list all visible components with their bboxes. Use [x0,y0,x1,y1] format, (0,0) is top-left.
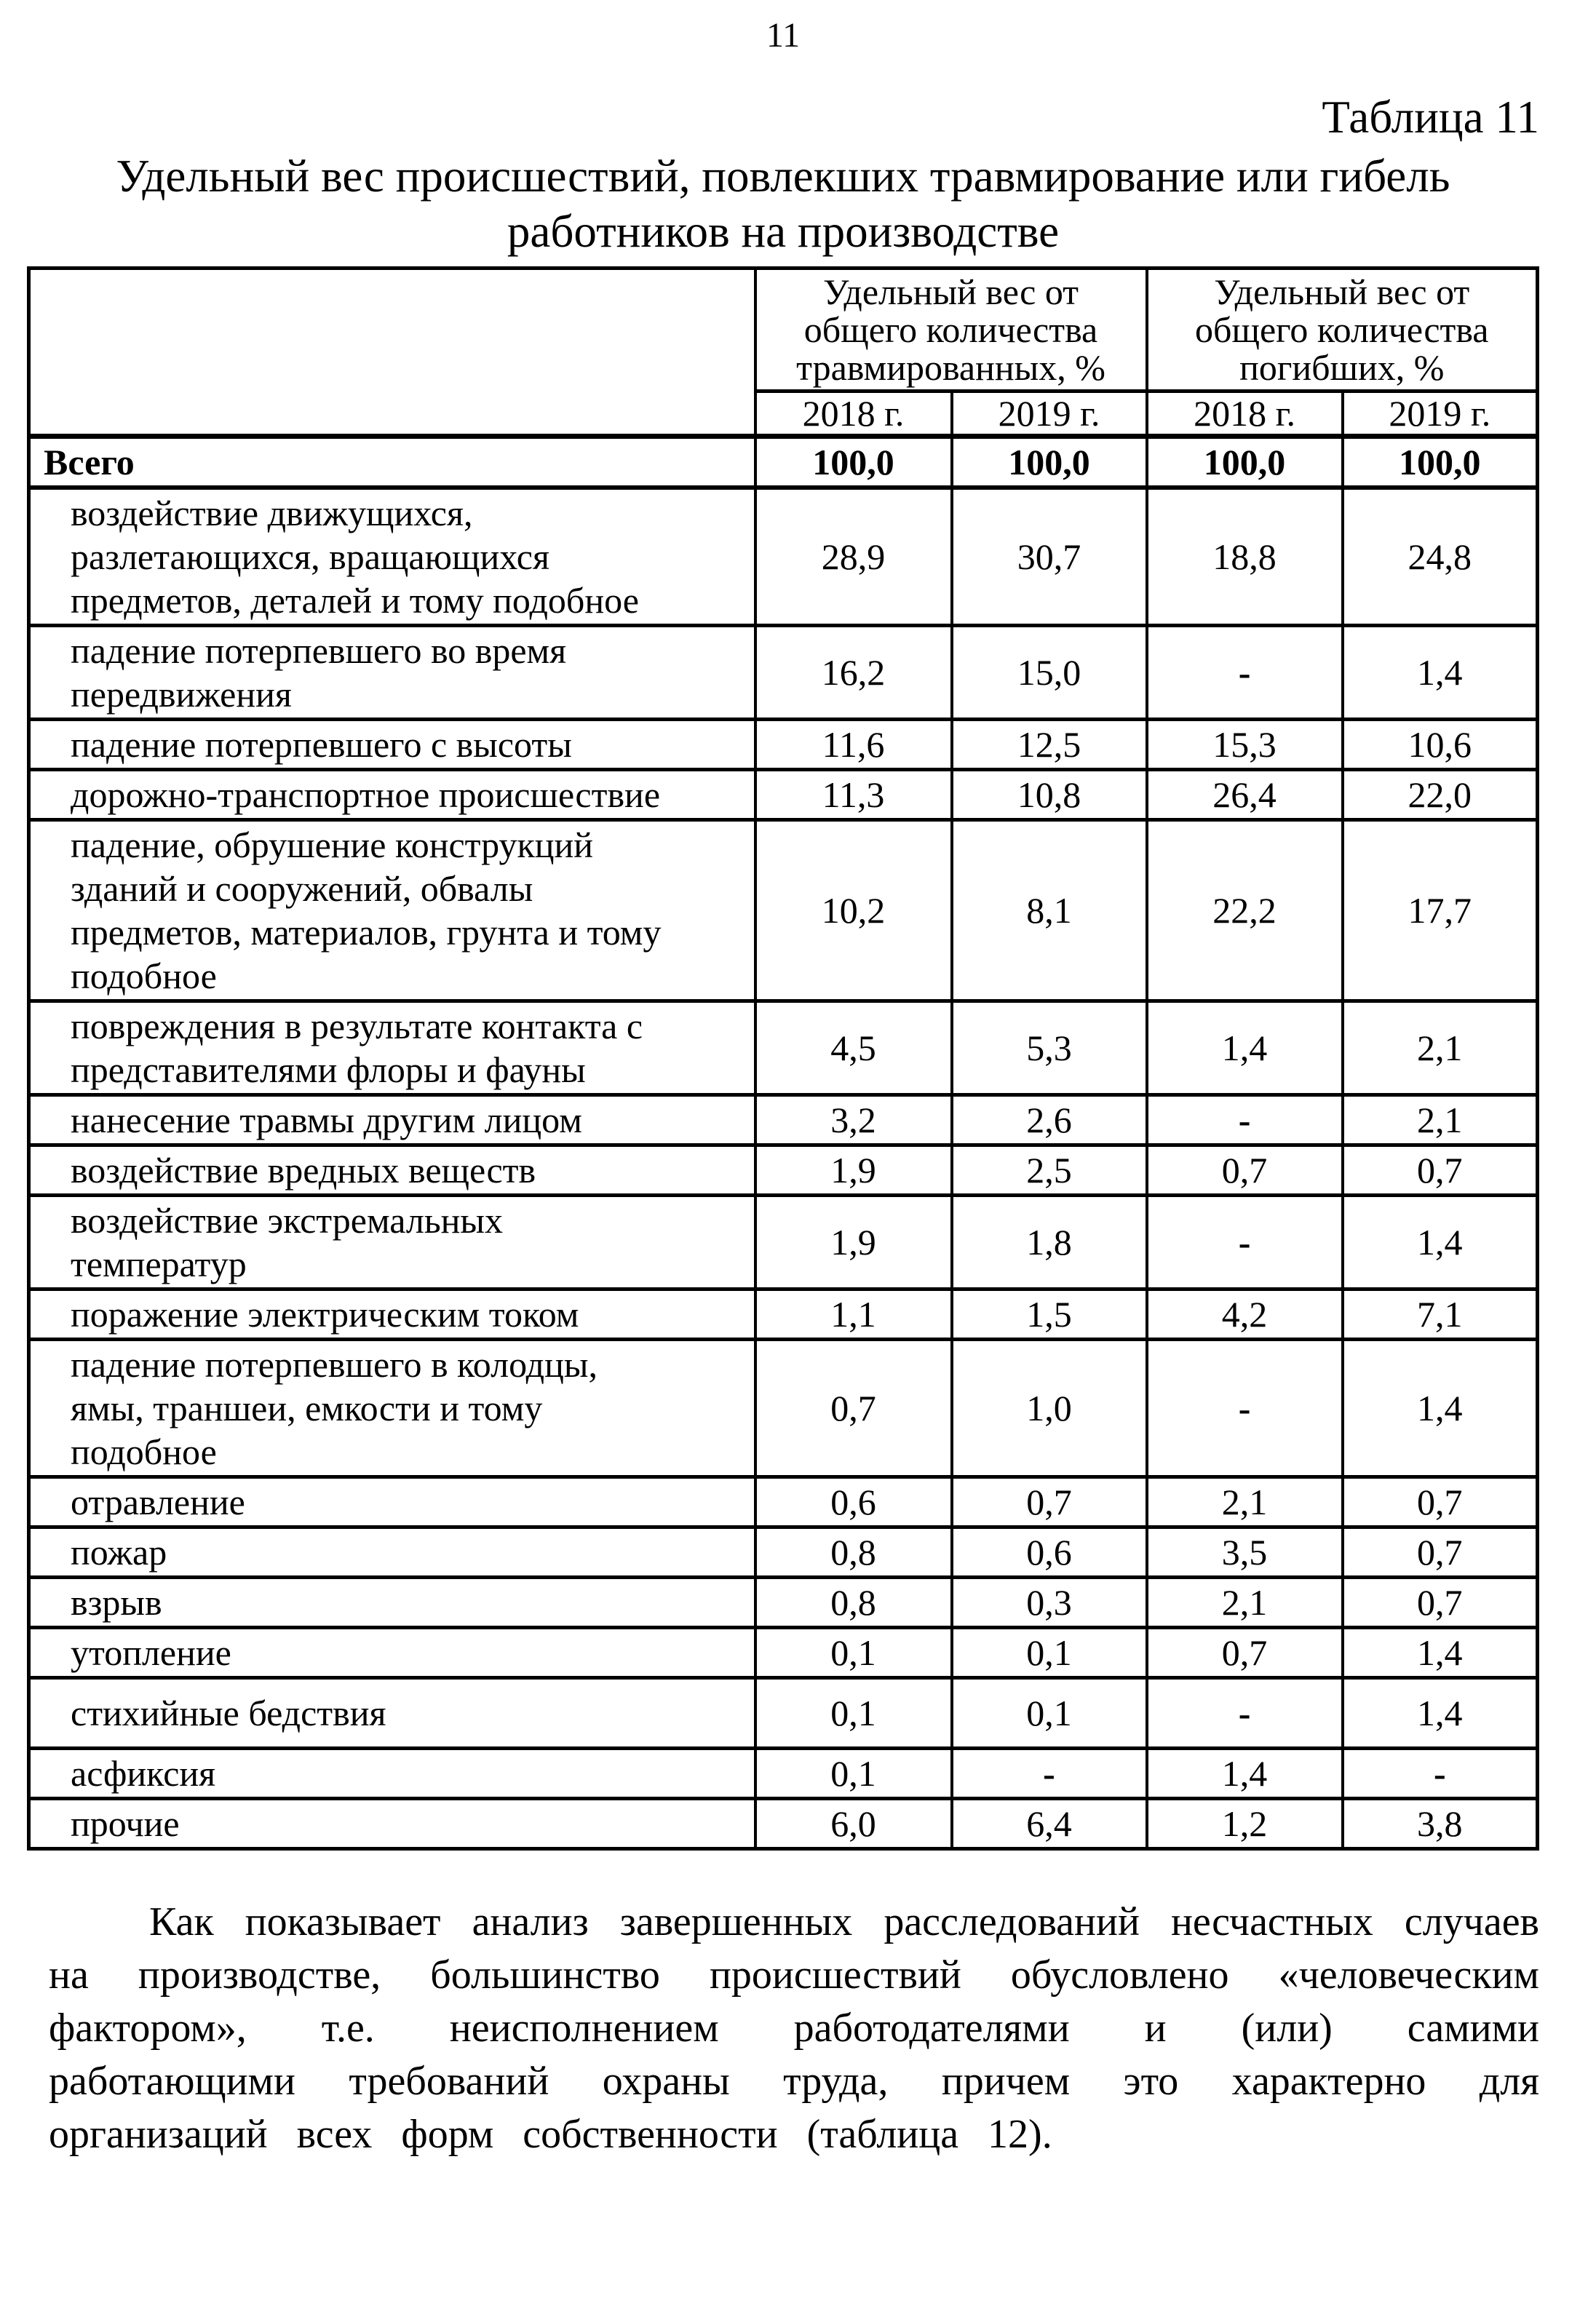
row-label: воздействие экстремальных температур [29,1196,755,1289]
cell-value: 17,7 [1343,820,1538,1001]
cell-value: 8,1 [952,820,1147,1001]
cell-value: 100,0 [1147,437,1343,488]
cell-value: 0,1 [755,1749,952,1799]
row-label: пожар [29,1527,755,1578]
cell-value: 100,0 [755,437,952,488]
table-title [27,149,1539,259]
cell-value: 1,4 [1343,1678,1538,1749]
table-row [29,1749,1538,1799]
cell-value: 0,7 [1147,1145,1343,1196]
page-number: 11 [766,16,801,55]
cell-value: 0,7 [1343,1477,1538,1527]
cell-value: 1,9 [755,1145,952,1196]
cell-value: 11,6 [755,720,952,770]
cell-value: 2,1 [1343,1095,1538,1145]
cell-value: 5,3 [952,1001,1147,1095]
cell-value: 0,1 [755,1678,952,1749]
cell-value: - [952,1749,1147,1799]
cell-value: 15,3 [1147,720,1343,770]
cell-value: 0,6 [952,1527,1147,1578]
header-year-injured-2018: 2018 г. [755,392,952,437]
cell-value: 1,4 [1147,1749,1343,1799]
row-label: дорожно-транспортное происшествие [29,770,755,820]
cell-value: 1,4 [1343,1628,1538,1678]
cell-value: 1,1 [755,1289,952,1340]
cell-value: - [1147,1340,1343,1477]
cell-value: 0,7 [755,1340,952,1477]
cell-value: 10,6 [1343,720,1538,770]
row-label: нанесение травмы другим лицом [29,1095,755,1145]
table-row [29,820,1538,1001]
cell-value: 1,4 [1343,1196,1538,1289]
table-title-line2: работников на производстве [507,205,1060,257]
body-paragraph: Как показывает анализ завершенных расследований несчастных случаев на производстве, большинство происшествий обусловлено «человеческим фактором», т.е. неисполнением работодателями и (или) самими работающими требований охраны труда, причем это характерно для организаций всех форм собственности (таблица 12). [49,1899,1539,2157]
table-row [29,1527,1538,1578]
cell-value: 6,0 [755,1799,952,1849]
row-label: падение потерпевшего с высоты [29,720,755,770]
cell-value: 2,1 [1147,1578,1343,1628]
table-row [29,1289,1538,1340]
cell-value: 22,2 [1147,820,1343,1001]
cell-value: 0,7 [1147,1628,1343,1678]
cell-value: 3,8 [1343,1799,1538,1849]
cell-value: - [1147,1196,1343,1289]
table-row [29,1001,1538,1095]
cell-value: - [1147,1678,1343,1749]
cell-value: 2,1 [1343,1001,1538,1095]
header-year-injured-2019: 2019 г. [952,392,1147,437]
table-row [29,1477,1538,1527]
cell-value: 0,8 [755,1527,952,1578]
cell-value: 30,7 [952,488,1147,626]
cell-value: 10,8 [952,770,1147,820]
cell-value: - [1343,1749,1538,1799]
table-row [29,1799,1538,1849]
cell-value: 18,8 [1147,488,1343,626]
table-row [29,1145,1538,1196]
cell-value: - [1147,1095,1343,1145]
row-label: взрыв [29,1578,755,1628]
table-title-line1: Удельный вес происшествий, повлекших травмирование или гибель [116,151,1450,202]
cell-value: 1,5 [952,1289,1147,1340]
cell-value: 3,5 [1147,1527,1343,1578]
row-label: Всего [29,437,755,488]
table-row [29,1678,1538,1749]
cell-value: 2,5 [952,1145,1147,1196]
row-label: воздействие вредных веществ [29,1145,755,1196]
cell-value: 4,5 [755,1001,952,1095]
cell-value: 24,8 [1343,488,1538,626]
cell-value: 1,9 [755,1196,952,1289]
cell-value: 0,7 [1343,1578,1538,1628]
cell-value: 0,7 [1343,1527,1538,1578]
cell-value: 0,7 [1343,1145,1538,1196]
cell-value: 26,4 [1147,770,1343,820]
cell-value: 10,2 [755,820,952,1001]
cell-value: 7,1 [1343,1289,1538,1340]
table-row [29,1196,1538,1289]
row-label: асфиксия [29,1749,755,1799]
cell-value: 16,2 [755,626,952,720]
cell-value: 1,4 [1343,626,1538,720]
cell-value: 0,1 [952,1628,1147,1678]
cell-value: 2,6 [952,1095,1147,1145]
cell-value: 12,5 [952,720,1147,770]
table-row [29,488,1538,626]
row-label: падение потерпевшего во время передвижения [29,626,755,720]
cell-value: 1,4 [1343,1340,1538,1477]
header-group-row [29,269,1538,392]
cell-value: 0,8 [755,1578,952,1628]
cell-value: 15,0 [952,626,1147,720]
row-label: падение, обрушение конструкций зданий и сооружений, обвалы предметов, материалов, грунта и тому подобное [29,820,755,1001]
header-year-deceased-2019: 2019 г. [1343,392,1538,437]
table-row [29,770,1538,820]
row-label: утопление [29,1628,755,1678]
table-row [29,1340,1538,1477]
cell-value: 0,1 [755,1628,952,1678]
table-row [29,626,1538,720]
cell-value: - [1147,626,1343,720]
table-row [29,1578,1538,1628]
cell-value: 1,2 [1147,1799,1343,1849]
header-year-deceased-2018: 2018 г. [1147,392,1343,437]
row-label: стихийные бедствия [29,1678,755,1749]
cell-value: 1,4 [1147,1001,1343,1095]
row-label: отравление [29,1477,755,1527]
cell-value: 0,1 [952,1678,1147,1749]
cell-value: 1,8 [952,1196,1147,1289]
cell-value: 100,0 [952,437,1147,488]
cell-value: 11,3 [755,770,952,820]
cell-value: 100,0 [1343,437,1538,488]
table-row [29,1628,1538,1678]
row-label: прочие [29,1799,755,1849]
cell-value: 2,1 [1147,1477,1343,1527]
header-deceased-group: Удельный вес от общего количества погибших, % [1147,269,1538,392]
cell-value: 0,6 [755,1477,952,1527]
cell-value: 1,0 [952,1340,1147,1477]
table-row [29,1095,1538,1145]
cell-value: 6,4 [952,1799,1147,1849]
corner-cell [29,269,755,437]
table-row [29,720,1538,770]
table-body [29,437,1538,1849]
table-row [29,437,1538,488]
row-label: поражение электрическим током [29,1289,755,1340]
cell-value: 0,3 [952,1578,1147,1628]
row-label: воздействие движущихся, разлетающихся, вращающихся предметов, деталей и тому подобное [29,488,755,626]
table-caption: Таблица 11 [1322,91,1539,143]
row-label: падение потерпевшего в колодцы, ямы, траншеи, емкости и тому подобное [29,1340,755,1477]
incidents-share-table [27,266,1539,1851]
cell-value: 0,7 [952,1477,1147,1527]
cell-value: 4,2 [1147,1289,1343,1340]
cell-value: 28,9 [755,488,952,626]
header-injured-group: Удельный вес от общего количества травмированных, % [755,269,1147,392]
cell-value: 3,2 [755,1095,952,1145]
cell-value: 22,0 [1343,770,1538,820]
row-label: повреждения в результате контакта с представителями флоры и фауны [29,1001,755,1095]
